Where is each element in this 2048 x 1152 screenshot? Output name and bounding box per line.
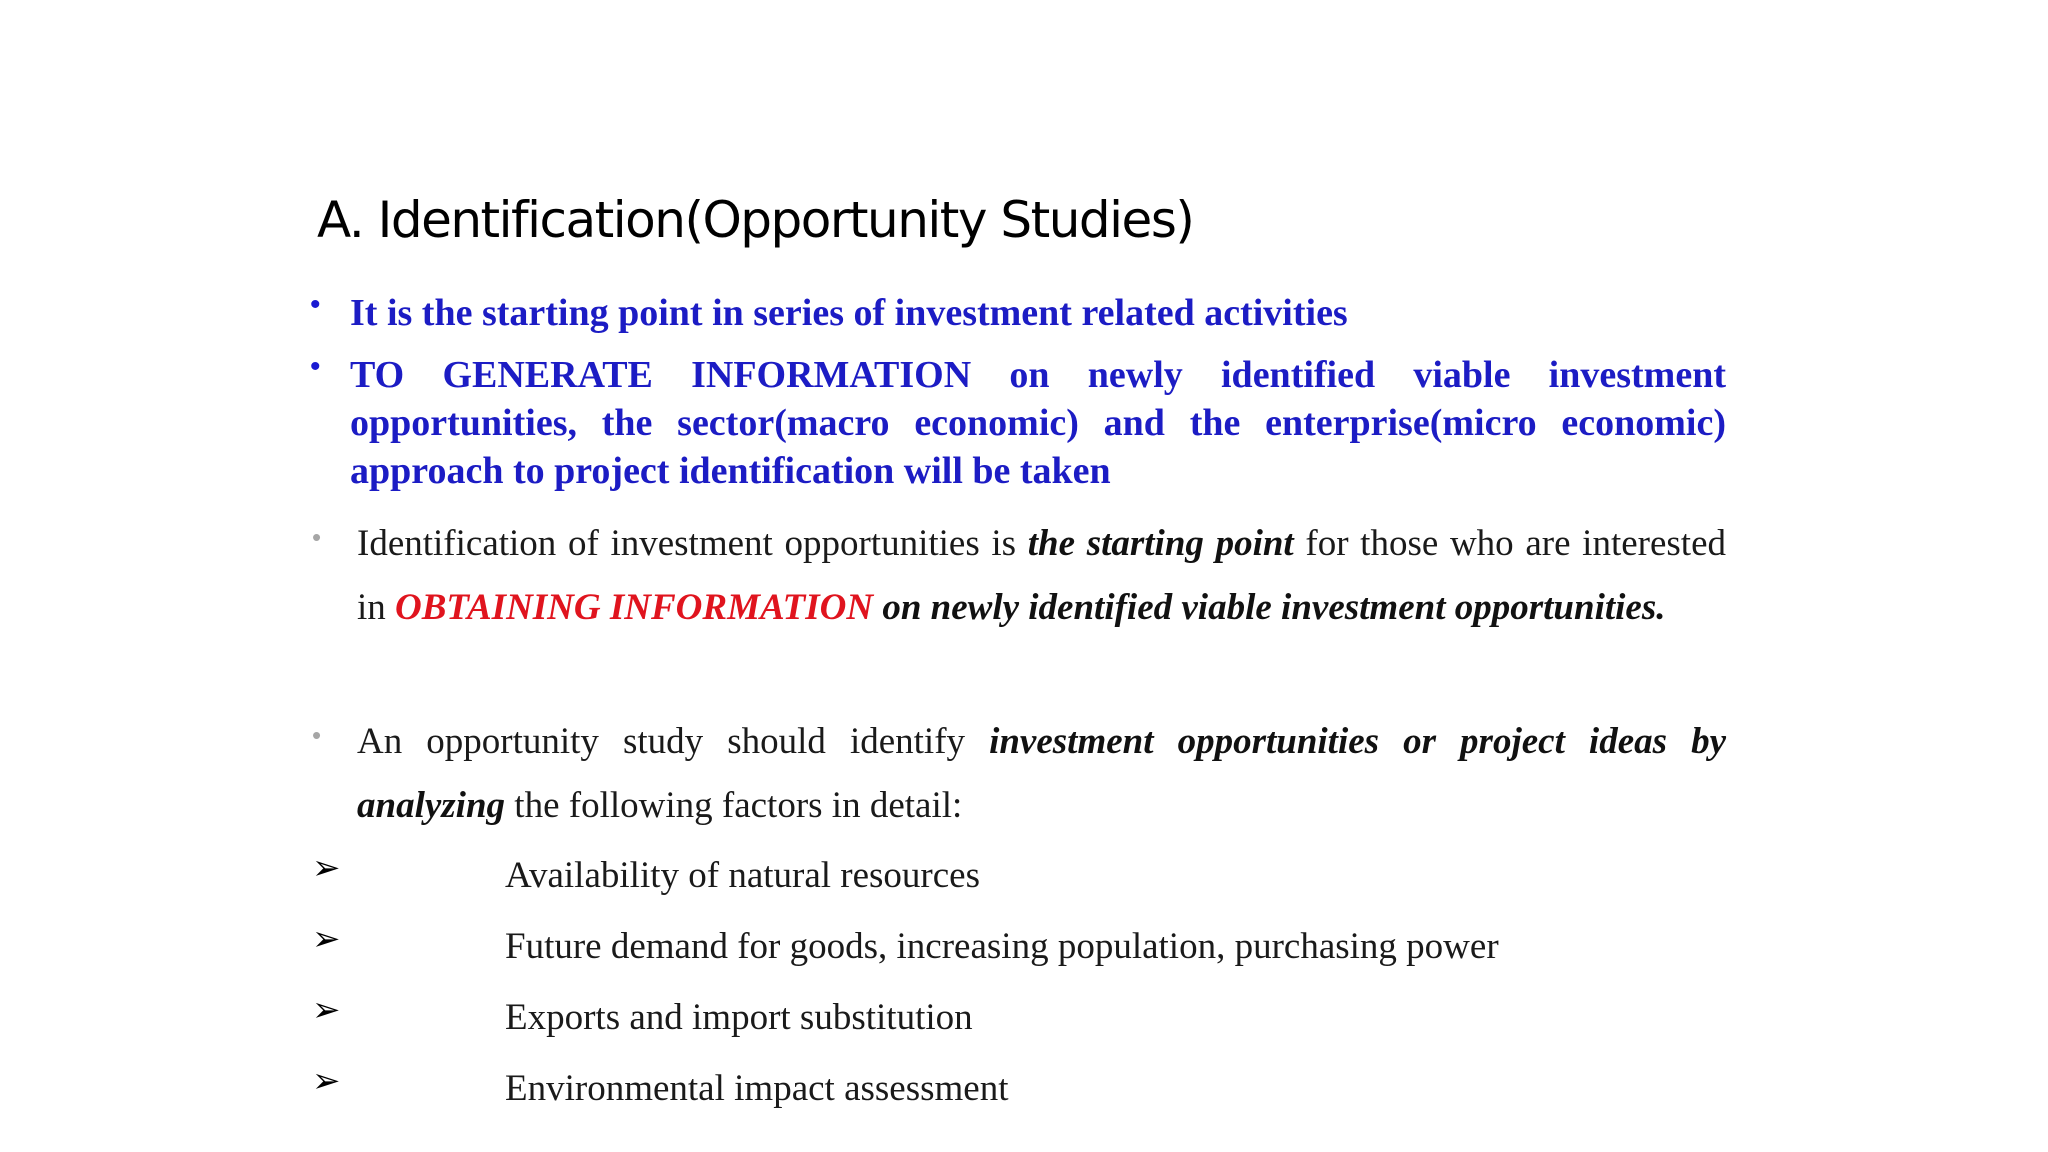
- bullet-dot-icon: •: [312, 720, 322, 750]
- factor-item: Future demand for goods, increasing population, purchasing power: [505, 926, 1499, 967]
- bullet-4-emphasis: investment opportunities or project ideas by analyzing: [357, 721, 1726, 826]
- bullet-3-part1: Identification of investment opportunities is: [357, 523, 1028, 564]
- bullet-3-emphasis-2: on newly identified viable investment opportunities.: [882, 587, 1666, 628]
- bullet-dot-icon: •: [312, 522, 322, 552]
- bullet-dot-icon: •: [310, 288, 321, 321]
- bullet-3-part3: [873, 587, 882, 628]
- blue-bullet-1-text: It is the starting point in series of investment related activities: [350, 292, 1348, 334]
- arrowhead-icon: ➢: [312, 919, 341, 959]
- bullet-dot-icon: •: [310, 350, 321, 383]
- arrowhead-icon: ➢: [312, 1061, 341, 1101]
- bullet-3-emphasis-1: the starting point: [1027, 523, 1294, 564]
- factor-item: Environmental impact assessment: [505, 1068, 1009, 1109]
- bullet-3-emphasis-red: OBTAINING INFORMATION: [395, 587, 874, 628]
- bullet-3-text: [357, 512, 1726, 640]
- bullet-4-part1: An opportunity study should identify: [357, 721, 990, 762]
- factor-item: Exports and import substitution: [505, 997, 973, 1038]
- factor-item: Availability of natural resources: [505, 855, 981, 896]
- bullet-3-part2: for those who are interested in: [357, 523, 1726, 628]
- bullet-4-part2: the following factors in detail:: [505, 785, 963, 826]
- blue-bullet-2-text: TO GENERATE INFORMATION on newly identified viable investment opportunities, the sector(macro economic) and the enterprise(micro economic) approach to project identification will be taken: [350, 354, 1726, 492]
- bullet-4-text: [357, 710, 1726, 838]
- slide-title: A. Identification(Opportunity Studies): [317, 191, 1194, 249]
- arrowhead-icon: ➢: [312, 848, 341, 888]
- arrowhead-icon: ➢: [312, 990, 341, 1030]
